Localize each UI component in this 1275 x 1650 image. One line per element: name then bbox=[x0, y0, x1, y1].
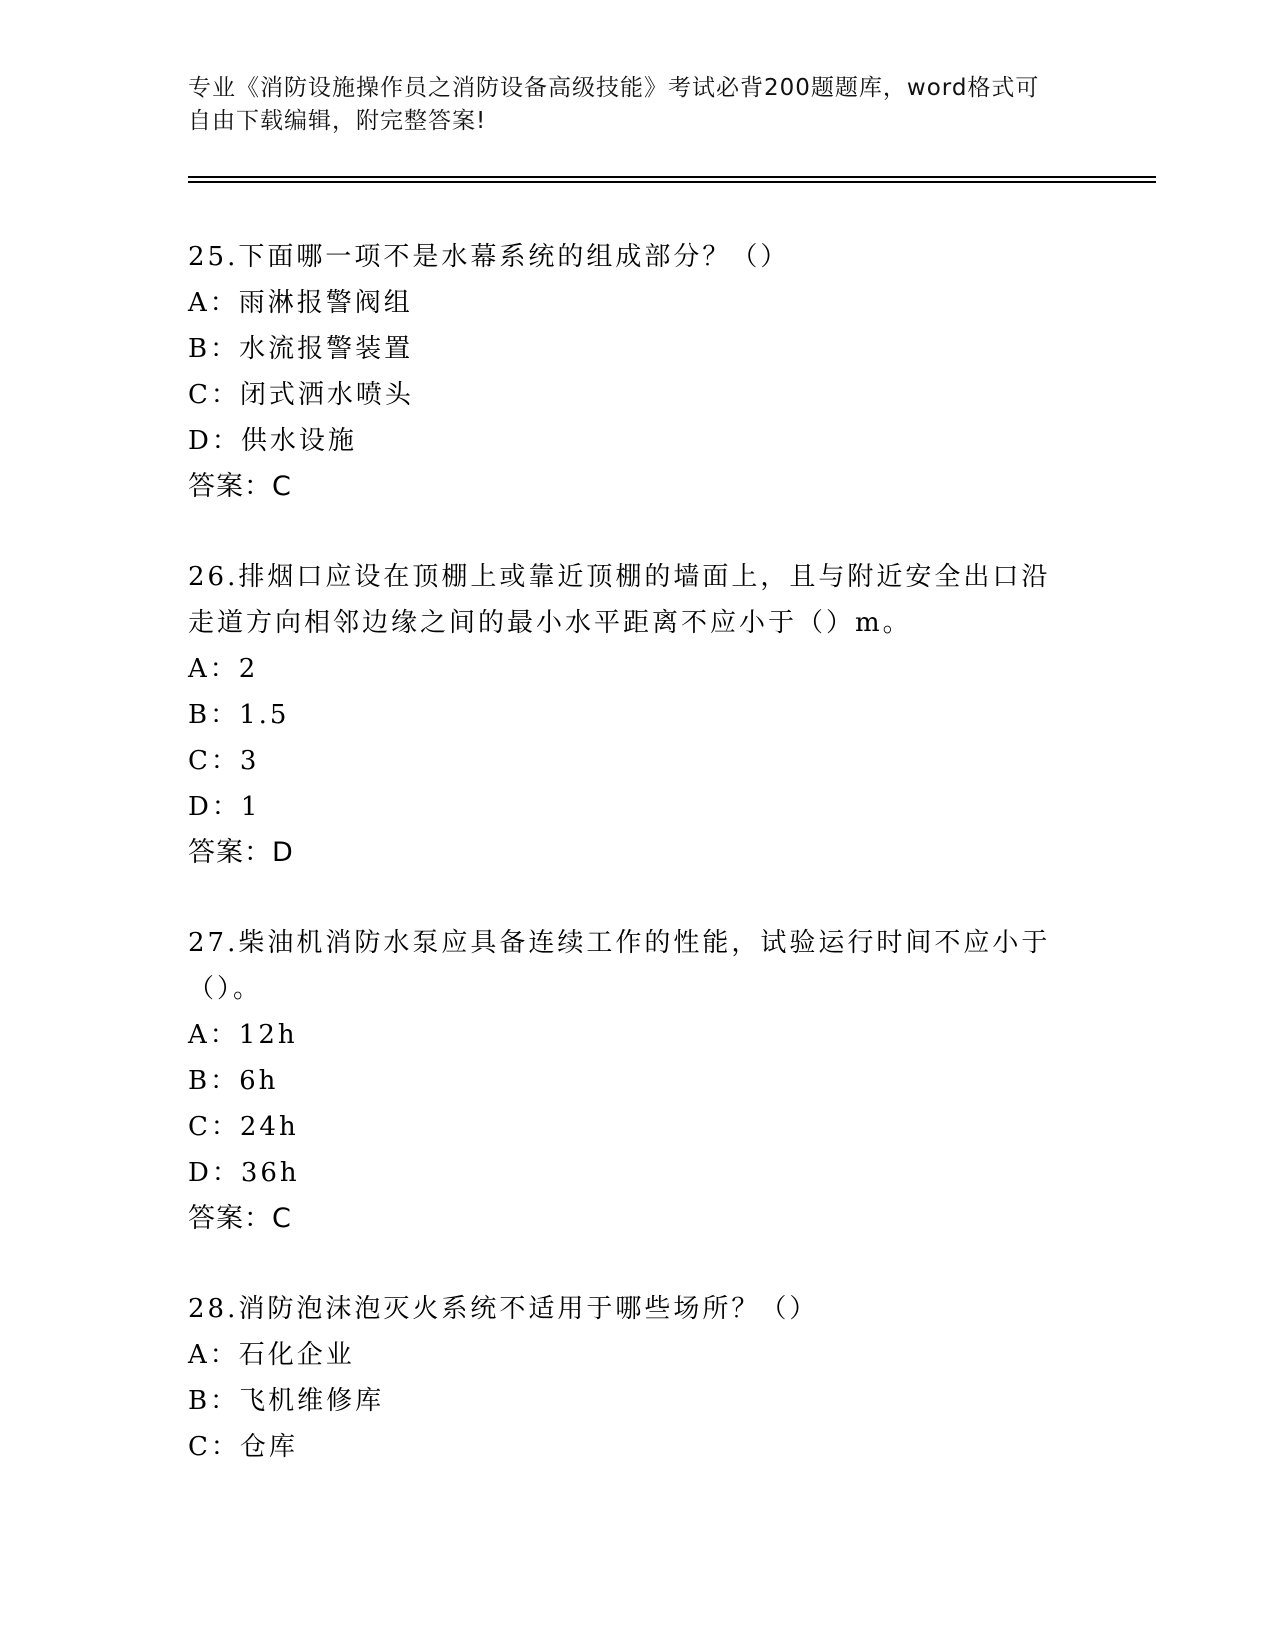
option-b: B：1.5 bbox=[188, 700, 290, 730]
option-a: A：12h bbox=[188, 1020, 298, 1050]
answer: 答案：D bbox=[188, 837, 294, 868]
question-text: 27.柴油机消防水泵应具备连续工作的性能，试验运行时间不应小于（）。 bbox=[188, 928, 1051, 1004]
header-line-2: 自由下载编辑，附完整答案! bbox=[188, 108, 487, 134]
option-a: A：雨淋报警阀组 bbox=[188, 288, 413, 318]
header-divider-top bbox=[188, 176, 1156, 178]
answer: 答案：C bbox=[188, 1203, 292, 1234]
question-list bbox=[188, 234, 1088, 1514]
option-b: B：飞机维修库 bbox=[188, 1386, 385, 1416]
question-text: 25.下面哪一项不是水幕系统的组成部分？（） bbox=[188, 242, 790, 272]
option-d: D：供水设施 bbox=[188, 426, 357, 456]
document-header bbox=[188, 72, 1068, 138]
question-text: 28.消防泡沫泡灭火系统不适用于哪些场所？（） bbox=[188, 1294, 819, 1324]
option-c: C：仓库 bbox=[188, 1432, 298, 1462]
question-27 bbox=[188, 920, 1088, 1242]
option-a: A：2 bbox=[188, 654, 259, 684]
question-26 bbox=[188, 554, 1088, 876]
option-c: C：24h bbox=[188, 1112, 299, 1142]
option-a: A：石化企业 bbox=[188, 1340, 355, 1370]
question-28 bbox=[188, 1286, 1088, 1470]
option-c: C：闭式洒水喷头 bbox=[188, 380, 414, 410]
question-text: 26.排烟口应设在顶棚上或靠近顶棚的墙面上，且与附近安全出口沿走道方向相邻边缘之间的最小水平距离不应小于（）m。 bbox=[188, 562, 1051, 638]
answer: 答案：C bbox=[188, 471, 292, 502]
option-c: C：3 bbox=[188, 746, 260, 776]
header-divider-bottom bbox=[188, 181, 1156, 183]
header-line-1: 专业《消防设施操作员之消防设备高级技能》考试必背200题题库，word格式可 bbox=[188, 75, 1040, 101]
option-d: D：1 bbox=[188, 792, 261, 822]
option-b: B：水流报警装置 bbox=[188, 334, 414, 364]
question-25 bbox=[188, 234, 1088, 510]
option-b: B：6h bbox=[188, 1066, 279, 1096]
option-d: D：36h bbox=[188, 1158, 300, 1188]
